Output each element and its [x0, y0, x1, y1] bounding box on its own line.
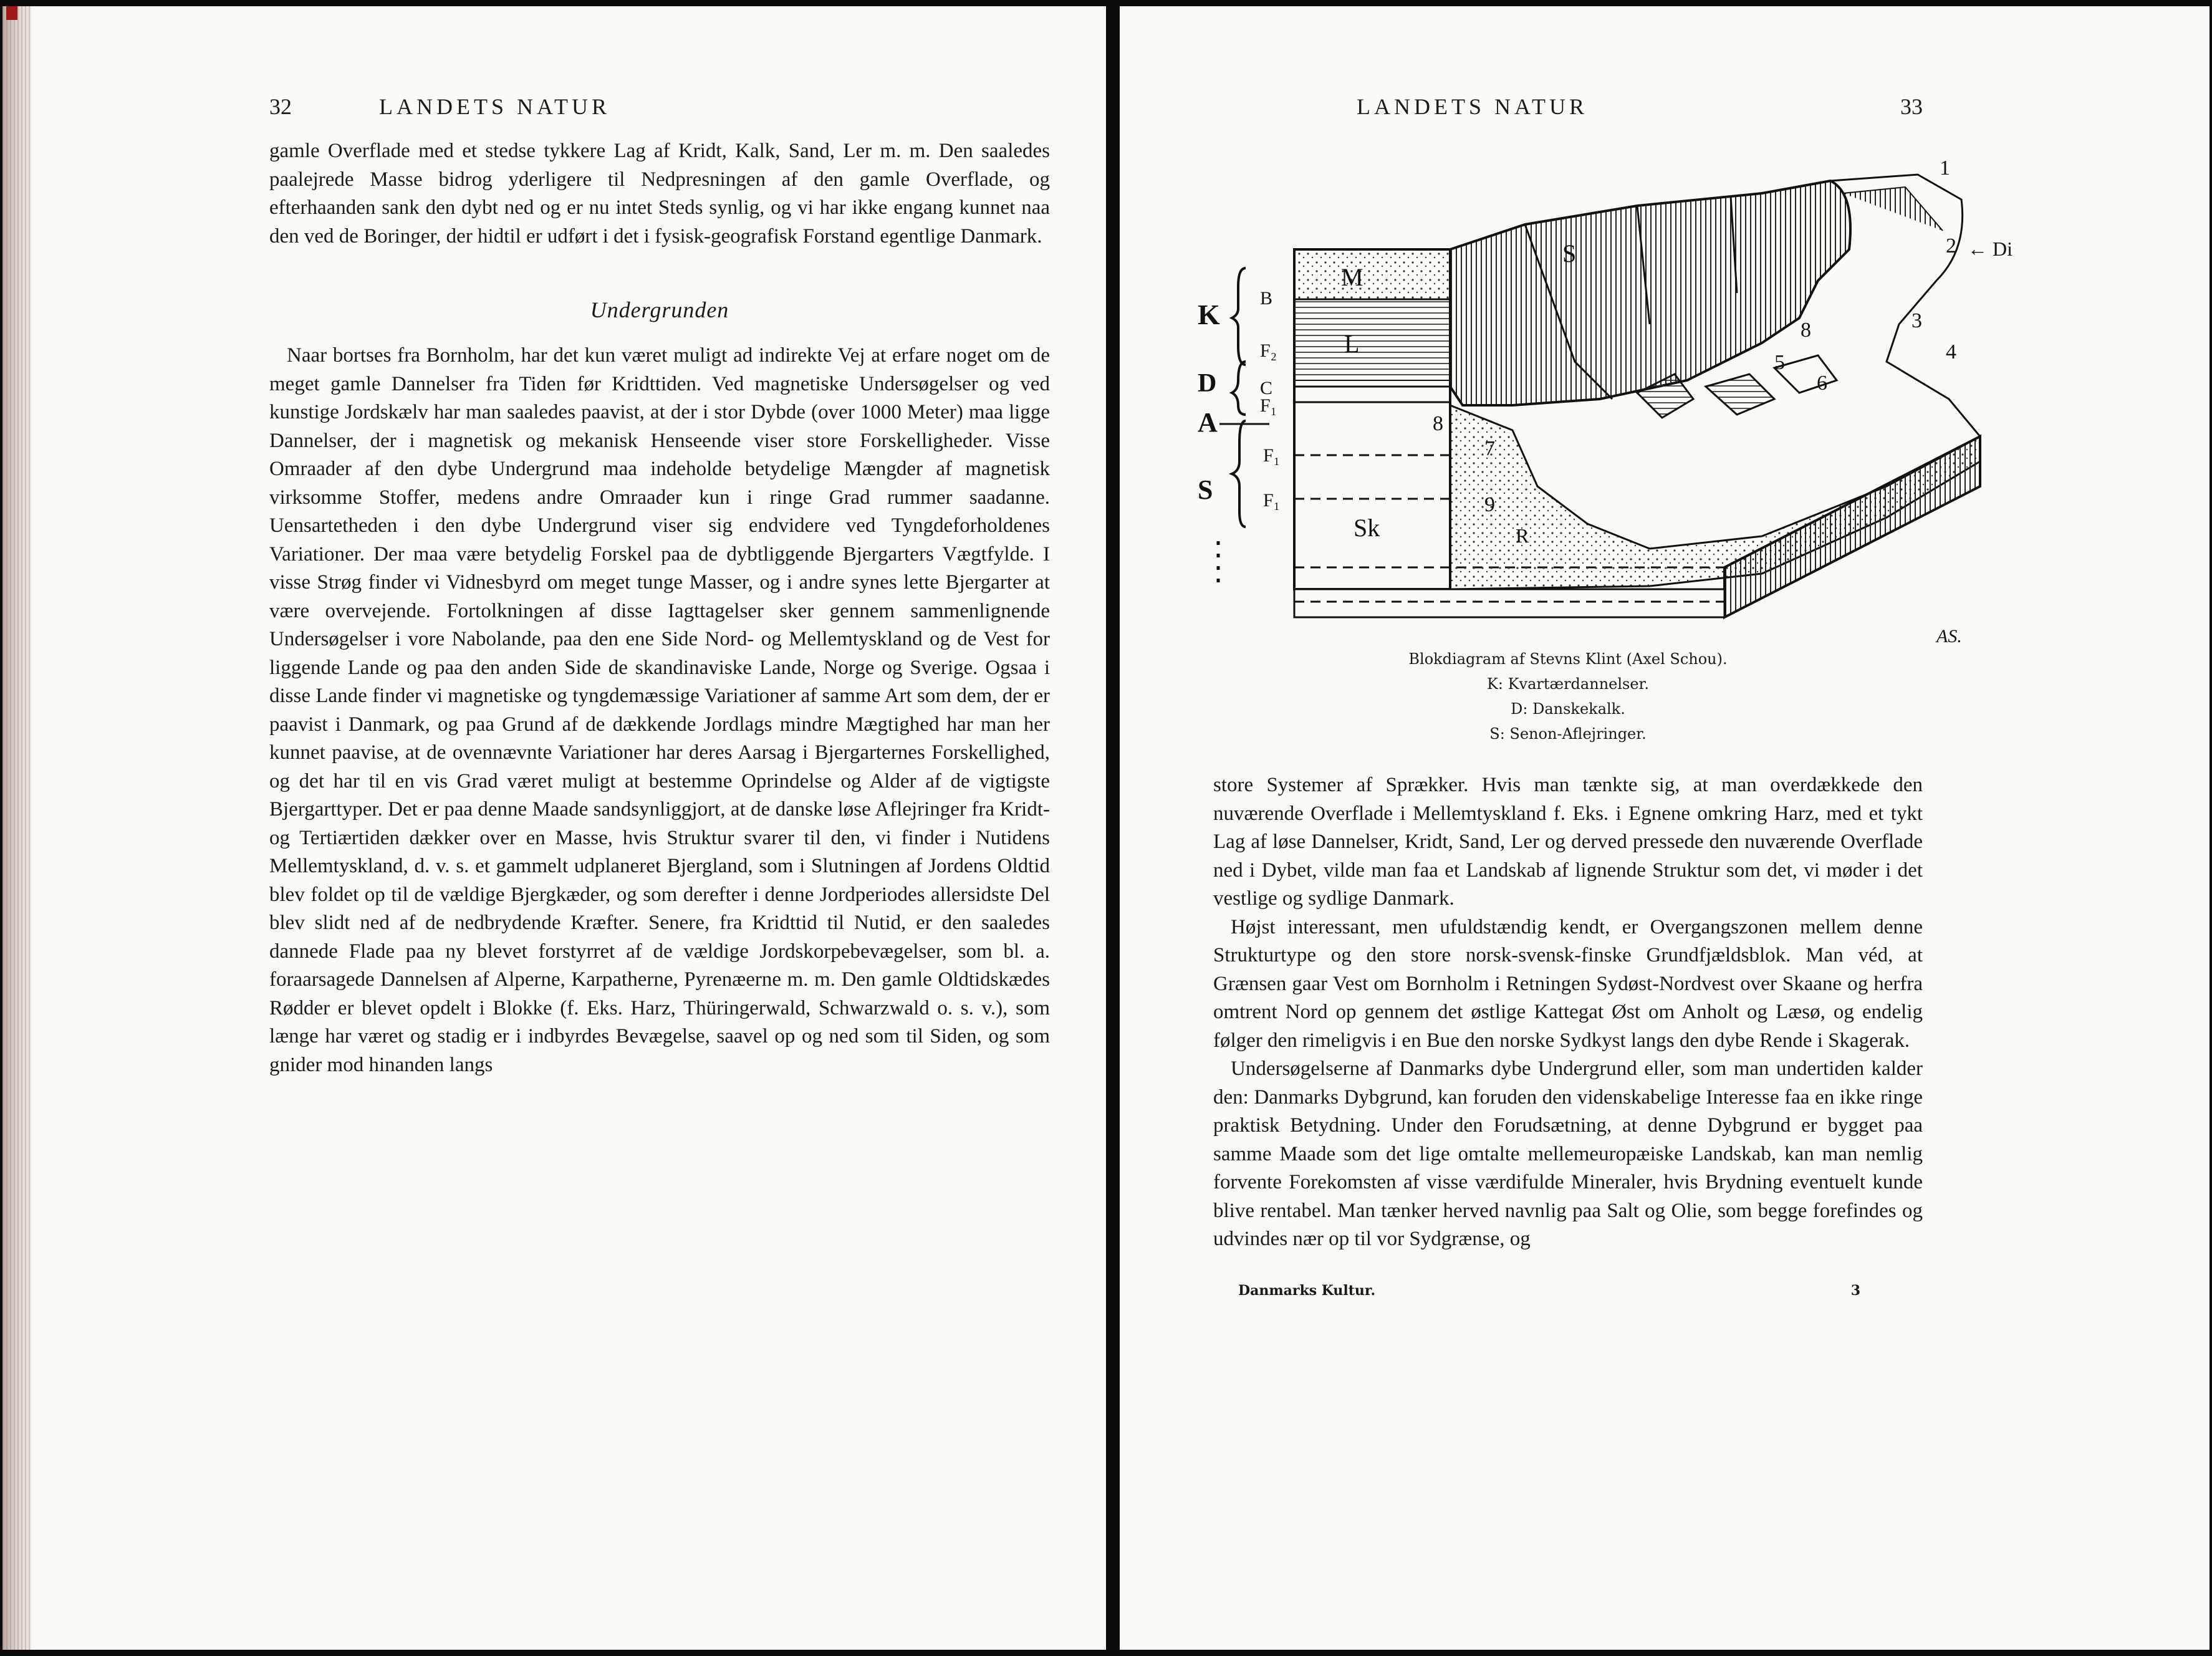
number-1: 1: [1940, 156, 1950, 180]
left-body-top: [269, 137, 1050, 251]
layer-label-f2: F₂: [1260, 340, 1277, 361]
zone-label-s: S: [1562, 239, 1577, 267]
diagram-bracket-column: [1218, 268, 1269, 586]
layer-label-f1-mid: F₁: [1263, 445, 1281, 466]
layer-label-b: B: [1260, 288, 1273, 309]
number-3: 3: [1911, 309, 1922, 332]
right-page: [1120, 6, 2210, 1650]
caption-line-2: K: Kvartærdannelser.: [1486, 675, 1650, 693]
right-body: [1213, 771, 1923, 1254]
label-k: K: [1198, 299, 1220, 330]
left-page: [2, 6, 1106, 1650]
diagram-block: [1294, 175, 1980, 617]
number-8-left: 8: [1433, 412, 1443, 435]
figure-signature: AS.: [1936, 626, 1962, 647]
caption-line-4: S: Senon-Aflejringer.: [1489, 725, 1647, 743]
zone-label-sk: Sk: [1354, 514, 1380, 542]
right-paragraph-1: store Systemer af Sprækker. Hvis man tænkte sig, at man overdækkede den nuværende Overflade i Mellemtyskland f. Eks. i Egnene omkring Harz, med et tykt Lag af løse Dannelser, Kridt, Sand, Ler og derved pressede den nuværende Overflade ned i Dybet, vilde man faa et Landskab af lignende Struktur som det, vi møder i det vestlige og sydlige Danmark.: [1213, 774, 1923, 910]
left-page-number: 32: [269, 94, 292, 119]
caption-line-3: D: Danskekalk.: [1511, 700, 1625, 718]
di-label: ← Di: [1968, 238, 2012, 260]
number-6: 6: [1817, 372, 1827, 395]
label-a: A: [1198, 407, 1218, 438]
left-running-head: [269, 94, 1050, 128]
diagram-side-labels: [1198, 299, 1220, 505]
section-heading-undergrunden: Undergrunden: [590, 297, 729, 322]
number-8-top: 8: [1801, 319, 1811, 342]
left-paragraph-2: Naar bortses fra Bornholm, har det kun været muligt ad indirekte Vej at erfare noget om de meget gamle Dannelser fra Tiden før Kridttiden. Ved magnetiske Undersøgelser og ved kunstige Jordskælv har man saaledes paavist, at der i stor Dybde (over 1000 Meter) maa ligge Dannelser, der i magnetisk og mekanisk Henseende viser store Forskelligheder. Visse Omraader af den dybe Undergrund maa indeholde betydelige Mængder af magnetisk virksomme Stoffer, medens andre Omraader kun i ringe Grad rummer saadanne. Uensartetheden i den dybe Undergrund viser sig endvidere ved Tyngdeforholdenes Variationer. Der maa være betydelig Forskel paa de dybtliggende Bjergarters Vægtfylde. I visse Strøg finder vi Vidnesbyrd om meget tunge Masser, og i andre synes lette Bjergarter at være overvejende. Fortolkningen af disse Iagttagelser sker gennem sammenlignende Undersøgelser i vore Nabolande, paa den ene Side Nord- og Mellemtyskland og de Vest for liggende Lande og paa den anden Side de skandinaviske Lande, Norge og Sverige. Ogsaa i disse Lande finder vi magnetiske og tyngdemæssige Variationer af samme Art som dem, der er paavist i Danmark, og paa Grund af de dækkende Jordlags mindre Mægtighed har man her kunnet paavise, at de ovennævnte Variationer har deres Aarsag i Bjergarternes Forskellighed, og det har til en vis Grad været muligt at bestemme Oprindelse og Alder af de vigtigste Bjergarttyper. Det er paa denne Maade sandsynliggjort, at de danske løse Aflejringer fra Kridt- og Tertiærtiden dækker over en Masse, hvis Struktur svarer til den, vi finder i Nutidens Mellemtyskland, d. v. s. et gammelt udplaneret Bjergland, som i Slutningen af Jordens Oldtid blev foldet op til de vældige Bjergkæder, og som derefter i denne Jordperiodes allersidste Del blev slidt ned af de nedbrydende Kræfter. Senere, fra Kridttid til Nutid, er den saaledes dannede Flade paa ny blevet forstyrret af de vældige Jordskorpebevægelser, som bl. a. foraarsagede Dannelsen af Alperne, Karpatherne, Pyrenæerne m. m. Den gamle Oldtidskædes Rødder er blevet opdelt i Blokke (f. Eks. Harz, Thüringerwald, Schwarzwald o. s. v.), som længe har været og stadig er i indbyrdes Bevægelse, saavel op og ned som til Siden, og som gnider mod hinanden langs: [269, 344, 1050, 1076]
layer-label-f1-top: F₁: [1260, 395, 1277, 416]
footer-sheet-number: 3: [1850, 1282, 1860, 1299]
caption-line-1: Blokdiagram af Stevns Klint (Axel Schou).: [1408, 650, 1728, 668]
left-running-title: LANDETS NATUR: [379, 94, 610, 119]
layer-label-c: C: [1260, 378, 1273, 398]
number-5: 5: [1774, 351, 1785, 374]
right-running-head: [1213, 94, 1923, 128]
zone-label-m: M: [1341, 263, 1363, 291]
right-page-number: 33: [1900, 94, 1923, 119]
number-9: 9: [1484, 493, 1495, 516]
page-edge-strip: [2, 6, 31, 1650]
layer-label-f1-low: F₁: [1263, 490, 1281, 511]
footer-signature: Danmarks Kultur.: [1238, 1282, 1376, 1299]
number-7: 7: [1484, 437, 1495, 460]
zone-label-r: R: [1516, 524, 1529, 547]
right-paragraph-3: Undersøgelserne af Danmarks dybe Undergrund eller, som man undertiden kalder den: Danmarks Dybgrund, kan foruden den videnskabelige Interesse faa en ikke ringe praktisk Betydning. Under den Forudsætning, at denne Dybgrund er bygget paa samme Maade som det lige omtalte mellemeuropæiske Landskab, kan man nemlig forvente Forekomsten af visse værdifulde Mineraler, hvis Brydning eventuelt kunde blive rentabel. Man tænker herved navnlig paa Salt og Olie, som begge forefindes og udvindes nær op til vor Sydgrænse, og: [1213, 1057, 1923, 1250]
number-4: 4: [1946, 340, 1956, 363]
label-d: D: [1198, 369, 1217, 398]
left-body-bottom: [269, 342, 1050, 1079]
zone-label-l: L: [1344, 330, 1360, 358]
right-running-title: LANDETS NATUR: [1357, 94, 1588, 119]
block-diagram-svg: [1198, 137, 2012, 720]
diagram-layer-labels: [1260, 288, 1280, 511]
right-paragraph-2: Højst interessant, men ufuldstændig kendt, er Overgangszonen mellem denne Strukturtype og den store norsk-svensk-finske Grundfjældsblok. Man véd, at Grænsen gaar Vest om Bornholm i Retningen Sydøst-Nordvest over Skaane og herfra omtrent Nord op gennem det østlige Kattegat Øst om Anholt og Læsø, og endelig følger den rimeligvis i en Bue den norske Sydkyst langs den dybe Rende i Skagerak.: [1213, 915, 1923, 1052]
block-diagram-figure: [1198, 137, 2012, 720]
number-2: 2: [1946, 234, 1956, 258]
page-footer: [1213, 1283, 1923, 1299]
label-s: S: [1198, 474, 1213, 505]
left-paragraph-1: gamle Overflade med et stedse tykkere Lag af Kridt, Kalk, Sand, Ler m. m. Den saaledes paalejrede Masse bidrog yderligere til Nedpresningen af den gamle Overflade, og efterhaanden sank den dybt ned og er nu intet Steds synlig, og vi har ikke engang kunnet naa den ved de Boringer, der hidtil er udført i det i fysisk-geografisk Forstand egentlige Danmark.: [269, 140, 1050, 248]
